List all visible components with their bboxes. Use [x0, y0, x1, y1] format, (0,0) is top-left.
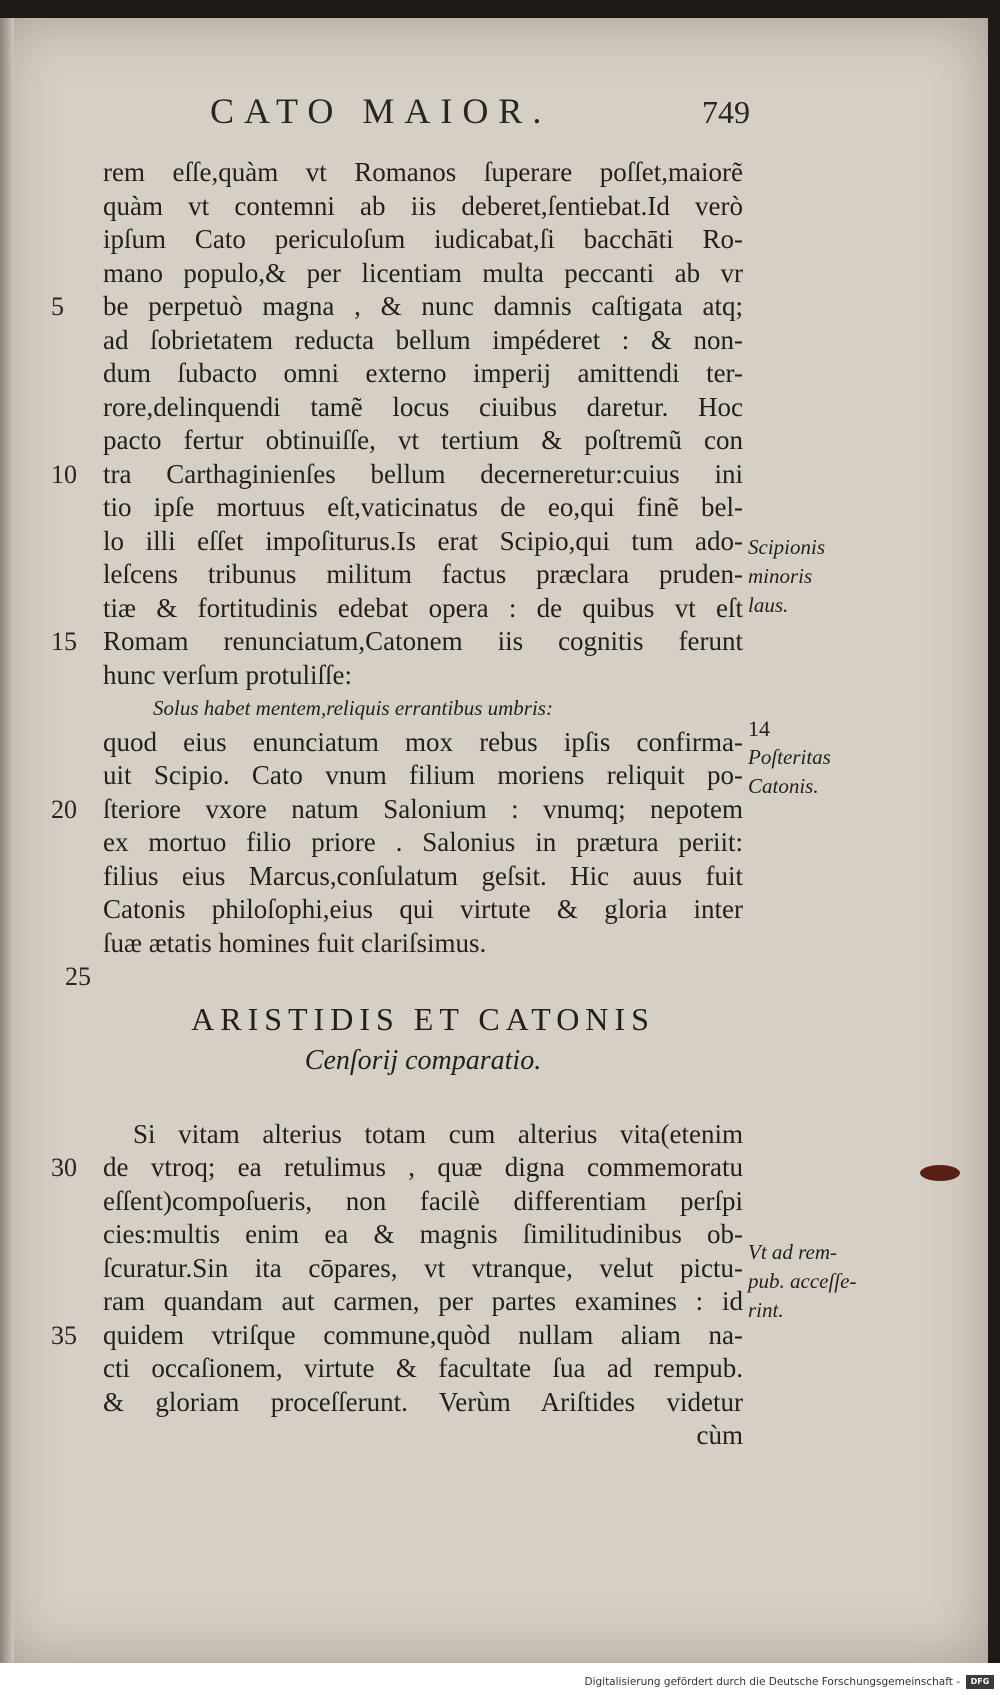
text-line	[51, 793, 743, 827]
section-heading: ARISTIDIS ET CATONIS	[191, 1000, 655, 1037]
text-line	[51, 458, 743, 492]
line-text: de vtroq; ea retulimus , quæ digna commemoratu	[103, 1152, 743, 1182]
line-number: 25	[65, 962, 91, 991]
text-line	[103, 659, 743, 693]
text-line	[103, 860, 743, 894]
line-number: 35	[51, 1320, 77, 1350]
line-text: ſcuratur.Sin ita cōpares, vt vtranque, velut pictu-	[103, 1252, 743, 1283]
text-line	[103, 257, 743, 291]
marginal-note-line: rint.	[748, 1298, 784, 1322]
page-edge	[0, 18, 14, 1663]
line-number: 5	[51, 292, 64, 321]
line-text: ſteriore vxore natum Salonium : vnumq; nepotem	[103, 793, 743, 824]
text-block-2	[51, 726, 743, 994]
line-text: Romam renunciatum,Catonem iis cognitis ferunt	[103, 626, 743, 656]
text-line	[103, 1252, 743, 1286]
text-line	[103, 391, 743, 425]
text-line	[103, 759, 743, 793]
line-text: cti occaſionem, virtute & facultate ſua ad rempub.	[103, 1353, 743, 1383]
line-text: rem eſſe,quàm vt Romanos ſuperare poſſet,maiorẽ	[103, 157, 743, 187]
line-number: 15	[51, 627, 77, 656]
text-line	[103, 1352, 743, 1386]
text-line	[103, 525, 743, 559]
verse-line: Solus habet mentem,reliquis errantibus umbris:	[153, 696, 553, 720]
text-line	[103, 726, 743, 760]
text-line	[103, 1218, 743, 1252]
text-line	[65, 960, 743, 994]
section-subheading: Cenſorij comparatio.	[304, 1044, 542, 1076]
line-text: pacto fertur obtinuiſſe, vt tertium & poſtremũ con	[103, 425, 743, 455]
line-text: eſſent)compoſueris, non facilè differentiam perſpi	[103, 1185, 743, 1216]
text-line	[103, 491, 743, 525]
text-line	[103, 893, 743, 927]
line-text: quidem vtriſque commune,quòd nullam aliam na-	[103, 1319, 743, 1350]
text-line	[103, 558, 743, 592]
line-text: dum ſubacto omni externo imperij amittendi ter-	[103, 358, 743, 388]
line-number: 10	[51, 459, 77, 489]
line-number: 20	[51, 794, 77, 824]
marginal-note-posteritas	[748, 714, 888, 801]
text-line	[103, 927, 743, 961]
line-text: filius eius Marcus,conſulatum geſsit. Hic auus fuit	[103, 860, 743, 891]
line-text: quàm vt contemni ab iis deberet,ſentiebat.Id verò	[103, 190, 743, 221]
digitization-credit: Digitalisierung gefördert durch die Deutsche Forschungsgemeinschaft -	[584, 1676, 960, 1688]
text-line	[103, 1185, 743, 1219]
marginal-note-line: minoris	[748, 564, 813, 588]
main-text	[51, 156, 743, 1453]
line-number: 30	[51, 1153, 77, 1182]
line-text: cies:multis enim ea & magnis ſimilitudinibus ob-	[103, 1219, 743, 1249]
page-header	[210, 90, 750, 140]
text-block-1	[51, 156, 743, 692]
line-text: hunc verſum protuliſſe:	[103, 659, 352, 690]
line-text: tio ipſe mortuus eſt,vaticinatus de eo,qui finẽ bel-	[103, 492, 743, 522]
marginal-note-line: Catonis.	[748, 774, 819, 798]
text-line	[51, 1319, 743, 1353]
line-text: ram quandam aut carmen, per partes examines : id	[103, 1286, 743, 1316]
book-page	[0, 18, 988, 1663]
line-text: ad ſobrietatem reducta bellum impéderet : & non-	[103, 324, 743, 355]
ink-stain	[920, 1165, 960, 1181]
line-text: leſcens tribunus militum factus præclara pruden-	[103, 559, 743, 589]
line-text: lo illi eſſet impoſiturus.Is erat Scipio,qui tum ado-	[103, 525, 743, 556]
line-text: be perpetuò magna , & nunc damnis caſtigata atq;	[103, 291, 743, 321]
text-line	[103, 190, 743, 224]
marginal-note-scipio	[748, 533, 888, 620]
text-line	[103, 424, 743, 458]
line-text: tiæ & fortitudinis edebat opera : de quibus vt eſt	[103, 592, 743, 623]
text-line	[103, 1118, 743, 1152]
line-text: rore,delinquendi tamẽ locus ciuibus daretur. Hoc	[103, 391, 743, 422]
marginal-note-line: Scipionis	[748, 535, 825, 559]
dfg-logo: DFG	[966, 1675, 994, 1689]
line-text: Si vitam alterius totam cum alterius vita(etenim	[133, 1118, 743, 1149]
section-gap	[103, 1086, 743, 1118]
text-line	[103, 357, 743, 391]
marginal-note-rempub	[748, 1238, 888, 1325]
digitization-footer	[0, 1663, 1000, 1695]
running-title: CATO MAIOR.	[210, 91, 552, 131]
marginal-note-line: Vt ad rem-	[748, 1240, 838, 1264]
line-text: uit Scipio. Cato vnum filium moriens reliquit po-	[103, 760, 743, 790]
line-text: ſuæ ætatis homines fuit clariſsimus.	[103, 927, 487, 958]
text-line	[51, 1151, 743, 1185]
marginal-note-line: pub. acceſſe-	[748, 1269, 857, 1293]
page-number: 749	[702, 94, 750, 130]
text-line	[103, 1285, 743, 1319]
marginal-note-line: laus.	[748, 593, 789, 617]
line-text: & gloriam proceſſerunt. Verùm Ariſtides videtur	[103, 1386, 743, 1417]
text-line	[51, 290, 743, 324]
text-line	[103, 826, 743, 860]
line-text: mano populo,& per licentiam multa peccanti ab vr	[103, 257, 743, 288]
catchword: cùm	[696, 1420, 743, 1450]
marginal-note-line: Poſteritas	[748, 745, 831, 769]
text-line	[51, 625, 743, 659]
text-line	[103, 156, 743, 190]
text-line	[103, 592, 743, 626]
text-block-3	[51, 1118, 743, 1420]
marginal-note-number: 14	[748, 716, 770, 741]
line-text: Catonis philoſophi,eius qui virtute & gloria inter	[103, 894, 743, 924]
line-text: ex mortuo filio priore . Salonius in prætura periit:	[103, 827, 743, 857]
line-text: quod eius enunciatum mox rebus ipſis confirma-	[103, 726, 743, 757]
text-line	[103, 324, 743, 358]
line-text: ipſum Cato periculoſum iudicabat,ſi bacchāti Ro-	[103, 224, 743, 254]
text-line	[103, 1386, 743, 1420]
line-text: tra Carthaginienſes bellum decerneretur:cuius ini	[103, 458, 743, 489]
text-line	[103, 223, 743, 257]
